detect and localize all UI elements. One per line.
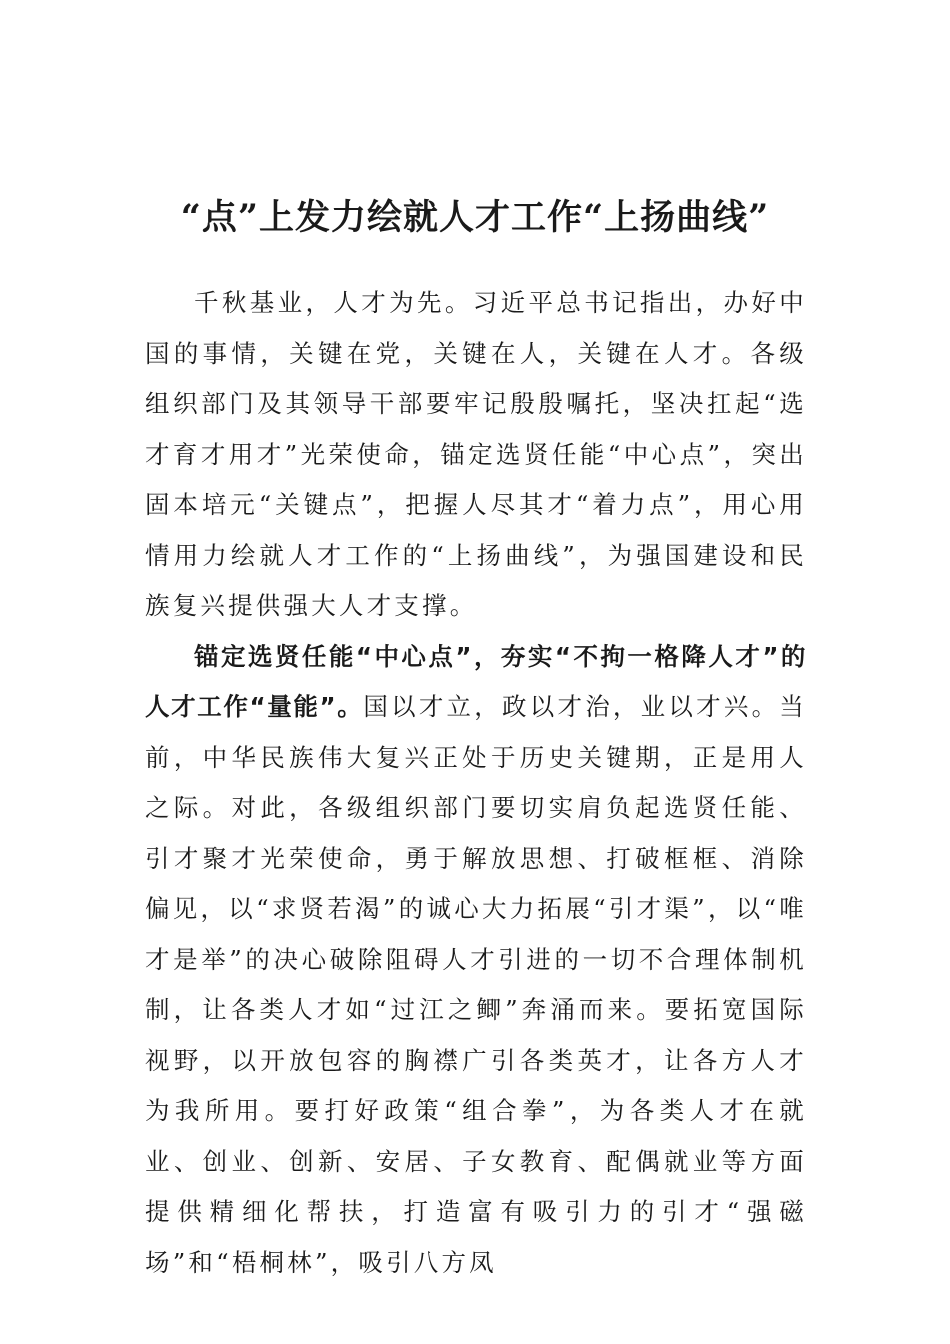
document-title: “点”上发力绘就人才工作“上扬曲线” [180,197,770,239]
paragraph-section-1-text: 国以才立，政以才治，业以才兴。当前，中华民族伟大复兴正处于历史关键期，正是用人之际。对此，各级组织部门要切实肩负起选贤任能、引才聚才光荣使命，勇于解放思想、打破框框、消除偏见，以“求贤若渴”的诚心大力拓展“引才渠”，以“唯才是举”的决心破除阻碍人才引进的一切不合理体制机制，让各类人才如“过江之鲫”奔涌而来。要拓宽国际视野，以开放包容的胸襟广引各类英才，让各方人才为我所用。要打好政策“组合拳”，为各类人才在就业、创业、创新、安居、子女教育、配偶就业等方面提供精细化帮扶，打造富有吸引力的引才“强磁场”和“梧桐林”，吸引八方凤 [145,692,808,1277]
paragraph-section-1 [145,632,807,1289]
document-body [145,278,807,1288]
paragraph-section-1-heading: 锚定选贤任能“中心点”，夯实“不拘一格降人才”的人才工作“量能”。 [145,641,807,721]
paragraph-intro [145,278,807,632]
paragraph-intro-text: 千秋基业，人才为先。习近平总书记指出，办好中国的事情，关键在党，关键在人，关键在人才。各级组织部门及其领导干部要牢记殷殷嘱托，坚决扛起“选才育才用才”光荣使命，锚定选贤任能“中心点”，突出固本培元“关键点”，把握人尽其才“着力点”，用心用情用力绘就人才工作的“上扬曲线”，为强国建设和民族复兴提供强大人才支撑。 [145,288,807,620]
